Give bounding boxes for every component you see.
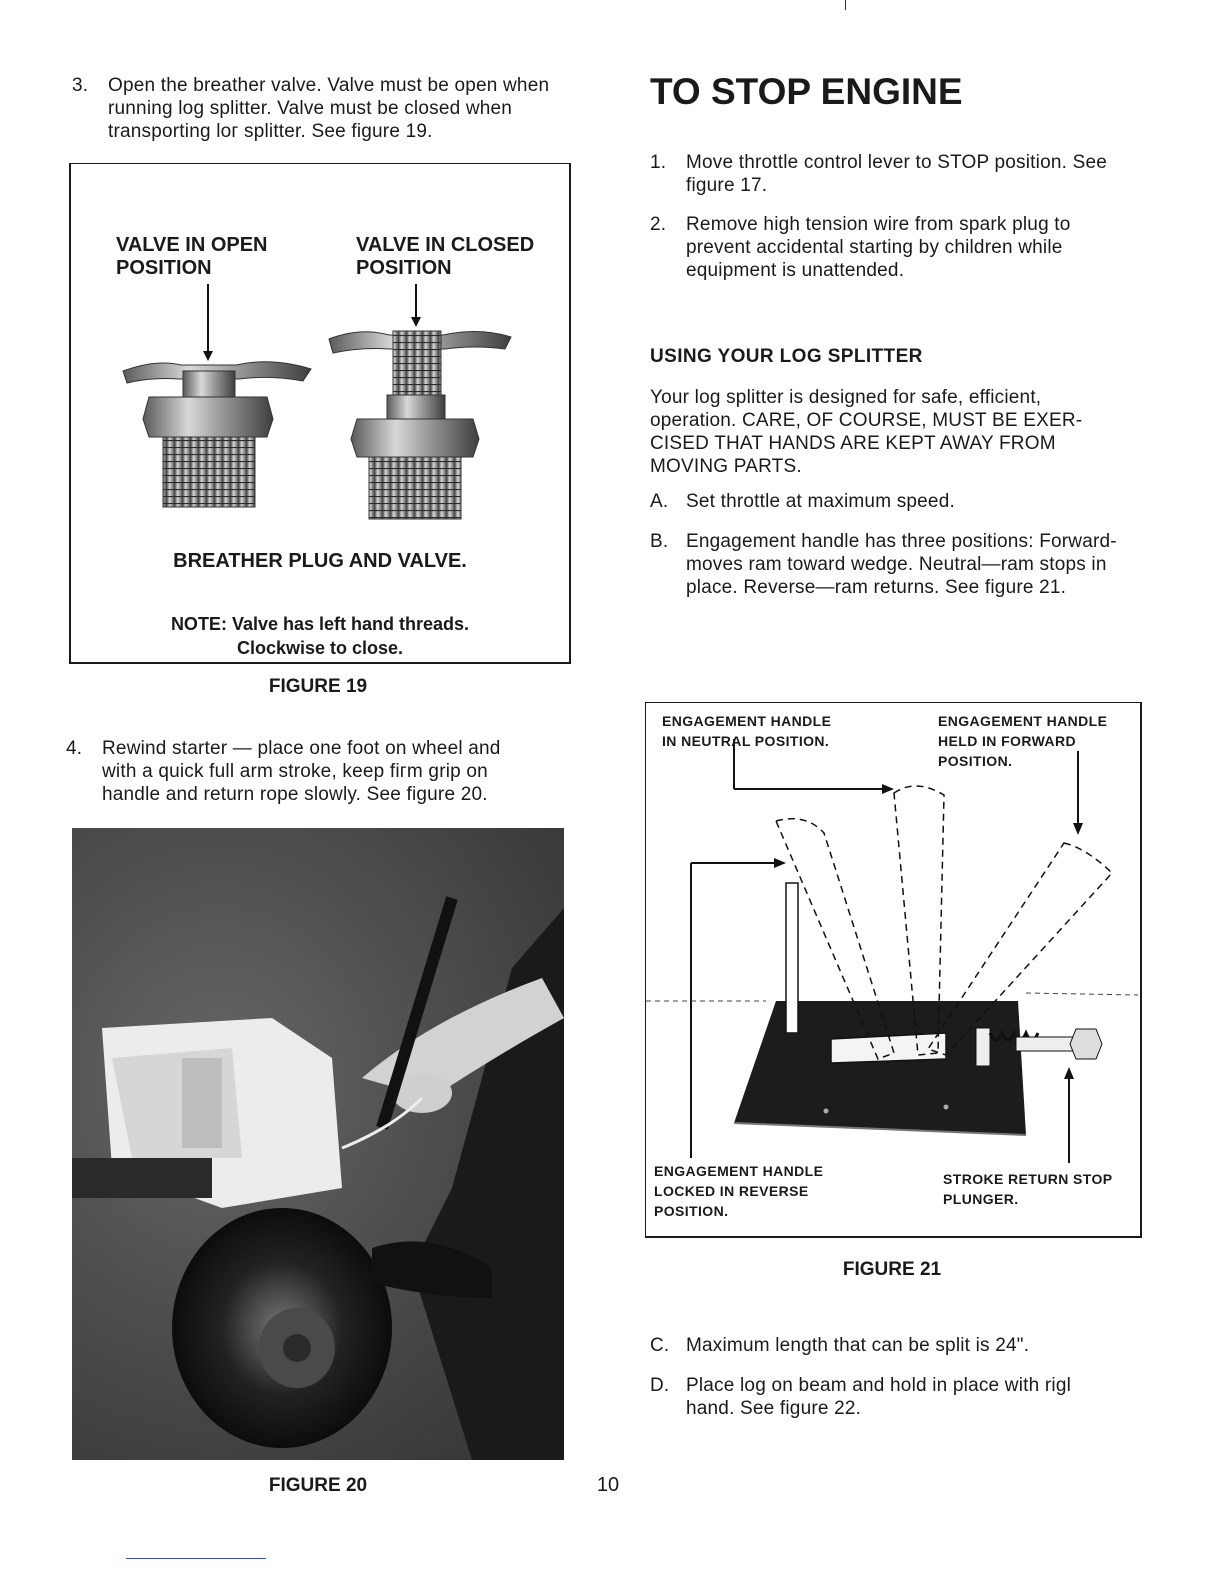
step-b-letter: B.	[650, 531, 669, 552]
label-valve-closed-line-2: POSITION	[356, 257, 452, 279]
top-center-mark	[845, 0, 846, 10]
valve-open-icon	[123, 362, 311, 507]
stop-step-2-line-1: Remove high tension wire from spark plug to	[686, 214, 1071, 235]
label-neutral	[662, 711, 831, 751]
note-line-1: Valve has left hand threads.	[231, 614, 470, 634]
stop-step-1-line-1: Move throttle control lever to STOP position. See	[686, 152, 1107, 173]
step-3-line-3: transporting loг splitter. See figure 19.	[108, 121, 433, 142]
figure-21-title: FIGURE 21	[842, 1259, 942, 1280]
label-plunger-line-2: PLUNGER.	[943, 1191, 1019, 1207]
step-4-number: 4.	[66, 738, 83, 759]
step-4	[66, 737, 586, 809]
label-valve-open	[116, 234, 268, 280]
step-d-line-2: hand. See figure 22.	[686, 1398, 862, 1419]
step-4-line-1: Rewind starter — place one foot on wheel and	[102, 738, 501, 759]
intro-paragraph	[650, 386, 1160, 478]
label-plunger-line-1: STROKE RETURN STOP	[943, 1171, 1113, 1187]
label-forward	[938, 711, 1107, 771]
step-a-line-1: Set throttle at maximum speed.	[686, 491, 955, 512]
figure-21-box	[645, 702, 1142, 1238]
stop-step-1-number: 1.	[650, 152, 667, 173]
stop-step-2-number: 2.	[650, 214, 667, 235]
step-c-letter: C.	[650, 1335, 670, 1356]
label-reverse-line-1: ENGAGEMENT HANDLE	[654, 1163, 824, 1179]
intro-line-3: CISED THAT HANDS ARE KEPT AWAY FROM	[650, 433, 1056, 454]
figure-20-photo	[72, 828, 564, 1460]
label-valve-open-line-2: POSITION	[116, 257, 212, 279]
label-forward-line-3: POSITION.	[938, 753, 1013, 769]
label-valve-closed-line-1: VALVE IN CLOSED	[356, 234, 535, 256]
label-neutral-line-2: IN NEUTRAL POSITION.	[662, 733, 830, 749]
label-valve-open-line-1: VALVE IN OPEN	[116, 234, 268, 256]
step-b	[650, 530, 1160, 602]
stop-step-1-line-2: figure 17.	[686, 175, 768, 196]
step-3-line-1: Open the breather valve. Valve must be open when	[108, 75, 550, 96]
step-d-letter: D.	[650, 1375, 670, 1396]
stop-step-2-line-3: equipment is unattended.	[686, 260, 905, 281]
step-c	[650, 1334, 1160, 1358]
starter-photo-illustration	[72, 828, 564, 1460]
figure-19-caption: BREATHER PLUG AND VALVE.	[173, 550, 467, 572]
heading-to-stop-engine: TO STOP ENGINE	[650, 71, 963, 112]
figure-19-note	[71, 612, 569, 660]
note-line-2: Clockwise to close.	[236, 638, 404, 658]
label-reverse	[654, 1161, 823, 1221]
footer-rule	[126, 1558, 266, 1559]
intro-line-1: Your log splitter is designed for safe, efficient,	[650, 387, 1042, 408]
subheading-using-log-splitter: USING YOUR LOG SPLITTER	[650, 346, 923, 367]
stop-step-1	[650, 151, 1160, 199]
label-reverse-line-3: POSITION.	[654, 1203, 729, 1219]
valve-closed-icon	[329, 331, 511, 519]
step-b-line-1: Engagement handle has three positions: Forward-	[686, 531, 1117, 552]
step-3-number: 3.	[72, 75, 89, 96]
note-prefix: NOTE:	[170, 614, 227, 634]
engagement-handle-diagram	[646, 703, 1140, 1236]
step-a	[650, 490, 1160, 514]
step-c-line-1: Maximum length that can be split is 24".	[686, 1335, 1030, 1356]
step-4-line-2: with a quick full arm stroke, keep fiгm grip on	[102, 761, 488, 782]
step-3	[72, 74, 582, 146]
step-d	[650, 1374, 1160, 1422]
step-d-line-1: Place log on beam and hold in place with rigl	[686, 1375, 1072, 1396]
label-reverse-line-2: LOCKED IN REVERSE	[654, 1183, 809, 1199]
step-4-line-3: handle and return rope slowly. See figure 20.	[102, 784, 488, 805]
label-plunger	[943, 1169, 1113, 1209]
label-forward-line-1: ENGAGEMENT HANDLE	[938, 713, 1108, 729]
stop-step-2	[650, 213, 1160, 285]
figure-19-box	[69, 163, 571, 664]
step-a-letter: A.	[650, 491, 669, 512]
page-number: 10	[596, 1474, 620, 1496]
figure-19-title: FIGURE 19	[268, 676, 368, 697]
intro-line-2: operation. CARE, OF COURSE, MUST BE EXER-	[650, 410, 1083, 431]
intro-line-4: MOVING PARTS.	[650, 456, 802, 477]
step-3-line-2: running log splitter. Valve must be closed when	[108, 98, 513, 119]
label-valve-closed	[356, 234, 534, 280]
breather-valve-illustration	[71, 279, 569, 539]
label-forward-line-2: HELD IN FORWARD	[938, 733, 1076, 749]
step-b-line-2: moves ram toward wedge. Neutral—ram stops in	[686, 554, 1107, 575]
step-b-line-3: place. Reverse—ram returns. See figure 21.	[686, 577, 1067, 598]
label-neutral-line-1: ENGAGEMENT HANDLE	[662, 713, 832, 729]
stop-step-2-line-2: prevent accidental starting by children while	[686, 237, 1063, 258]
figure-20-title: FIGURE 20	[268, 1475, 368, 1496]
